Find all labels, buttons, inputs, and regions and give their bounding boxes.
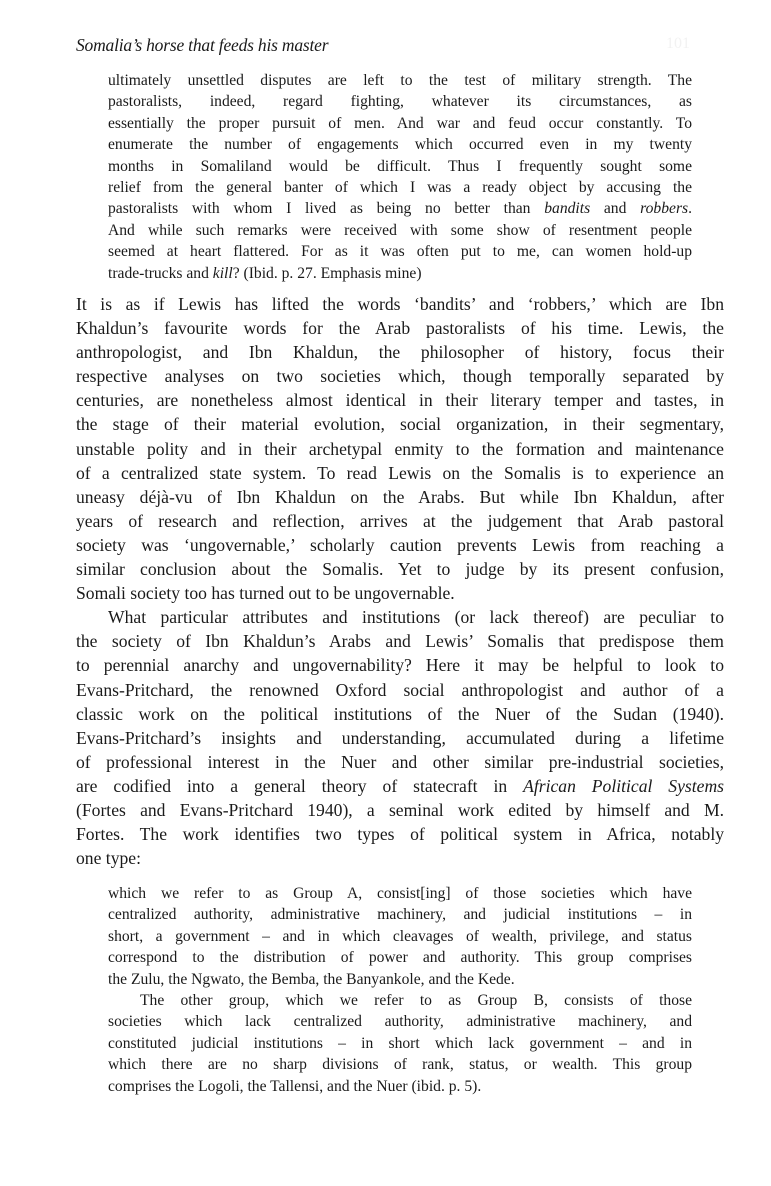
quote-line: comprises the Logoli, the Tallensi, and the Nuer (ibid. p. 5). [108, 1077, 482, 1095]
quote-line: essentially the proper pursuit of men. And war and feud occur constantly. To [108, 114, 692, 132]
quote-line: enumerate the number of engagements which occurred even in my twenty [108, 136, 692, 154]
body-line: society was ‘ungovernable,’ scholarly caution prevents Lewis from reaching a [76, 534, 724, 555]
quote-line: The other group, which we refer to as Group B, consists of those [140, 991, 692, 1009]
body-line: classic work on the political institutions of the Nuer of the Sudan (1940). [76, 703, 724, 724]
body-line: Khaldun’s favourite words for the Arab pastoralists of his time. Lewis, the [76, 318, 724, 339]
body-line: What particular attributes and institutions (or lack thereof) are peculiar to [108, 607, 724, 628]
quote-line: constituted judicial institutions – in short which lack government – and in [108, 1034, 692, 1052]
running-head-title: Somalia’s horse that feeds his master [76, 35, 329, 55]
body-line: Somali society too has turned out to be ungovernable. [76, 583, 455, 604]
quote-line: relief from the general banter of which I was a ready object by accusing the [108, 178, 692, 196]
body-line: the society of Ibn Khaldun’s Arabs and Lewis’ Somalis that predispose them [76, 631, 724, 652]
quote-line: the Zulu, the Ngwato, the Bemba, the Banyankole, and the Kede. [108, 970, 515, 988]
body-line [76, 774, 724, 798]
quote-line [108, 263, 692, 284]
citation: ? (Ibid. p. 27. Emphasis mine) [232, 264, 422, 282]
body-line: years of research and reflection, arrives at the judgement that Arab pastoral [76, 510, 724, 531]
body-line: one type: [76, 848, 141, 869]
body-line: respective analyses on two societies which, though temporally separated by [76, 366, 724, 387]
body-line: Evans-Pritchard, the renowned Oxford social anthropologist and author of a [76, 679, 724, 700]
quote-paragraph-group-b [108, 990, 692, 1097]
quote-line: which we refer to as Group A, consist[ing] of those societies which have [108, 885, 692, 902]
quote-line: which there are no sharp divisions of rank, status, or wealth. This group [108, 1056, 692, 1074]
emphasis-kill: kill [212, 264, 233, 282]
paragraph-1 [76, 292, 724, 605]
quote-paragraph-group-a [108, 883, 692, 990]
body-line: anthropologist, and Ibn Khaldun, the philosopher of history, focus their [76, 342, 724, 363]
body-line: of a centralized state system. To read Lewis on the Somalis is to experience an [76, 462, 724, 483]
quote-line [108, 198, 692, 219]
quote-line: And while such remarks were received with some show of resentment people [108, 221, 692, 239]
body-line: uneasy déjà-vu of Ibn Khaldun on the Arabs. But while Ibn Khaldun, after [76, 486, 724, 507]
body-line: centuries, are nonetheless almost identical in their literary temper and tastes, in [76, 390, 724, 411]
body-line: of professional interest in the Nuer and other similar pre-industrial societies, [76, 751, 724, 772]
quote-line: centralized authority, administrative machinery, and judicial institutions – in [108, 906, 692, 924]
block-quote-fortes-evans-pritchard [108, 883, 692, 1097]
body-line: (Fortes and Evans-Pritchard 1940), a seminal work edited by himself and M. [76, 799, 724, 820]
paragraph-2 [76, 605, 724, 870]
quote-line: correspond to the distribution of power and authority. This group comprises [108, 949, 692, 967]
text-run: pastoralists with whom I lived as being no better than [108, 200, 545, 218]
text-run: are codified into a general theory of statecraft in [76, 775, 524, 796]
body-text [76, 292, 724, 870]
block-quote-lewis [108, 70, 692, 284]
body-line: unstable polity and in their archetypal enmity to the formation and maintenance [76, 438, 724, 459]
body-line: Evans-Pritchard’s insights and understanding, accumulated during a lifetime [76, 727, 724, 748]
body-line: to perennial anarchy and ungovernability? Here it may be helpful to look to [76, 655, 724, 676]
text-run: . [688, 200, 692, 218]
emphasis-bandits: bandits [544, 200, 591, 218]
body-line: Fortes. The work identifies two types of political system in Africa, notably [76, 824, 724, 845]
quote-line: societies which lack centralized authority, administrative machinery, and [108, 1013, 692, 1031]
quote-line: ultimately unsettled disputes are left to the test of military strength. The [108, 72, 692, 89]
book-title-african-political-systems: African Political Systems [523, 775, 724, 796]
text-run: trade-trucks and [108, 264, 213, 282]
quote-line: seemed at heart flattered. For as it was often put to me, can women hold-up [108, 243, 692, 261]
text-run: and [590, 200, 641, 218]
quote-line: months in Somaliland would be difficult. Thus I frequently sought some [108, 157, 692, 175]
body-line: It is as if Lewis has lifted the words ‘bandits’ and ‘robbers,’ which are Ibn [76, 294, 724, 314]
page-number: 101 [666, 35, 690, 52]
quote-line: short, a government – and in which cleavages of wealth, privilege, and status [108, 927, 692, 945]
quote-line: pastoralists, indeed, regard fighting, whatever its circumstances, as [108, 93, 692, 111]
body-line: the stage of their material evolution, social organization, in their segmentary, [76, 414, 724, 435]
emphasis-robbers: robbers [640, 200, 689, 218]
body-line: similar conclusion about the Somalis. Yet to judge by its present confusion, [76, 559, 724, 580]
